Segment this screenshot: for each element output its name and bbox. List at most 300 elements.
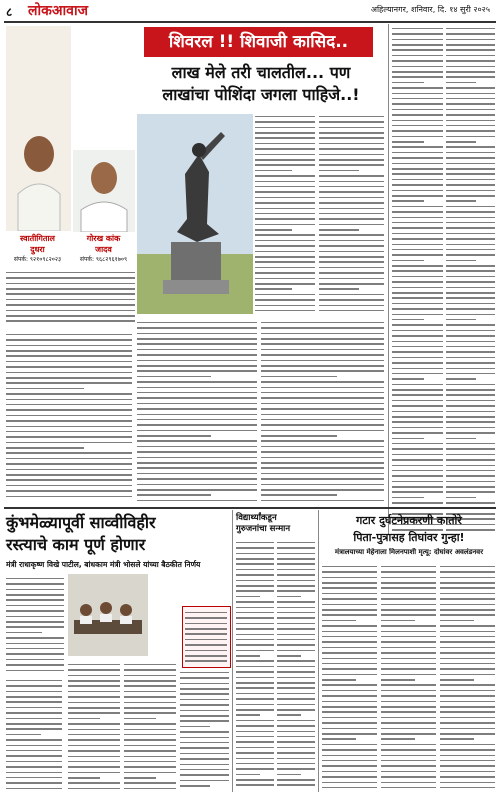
text-line: [446, 373, 495, 375]
text-line: [322, 641, 377, 643]
lead-text-col-a: [255, 112, 315, 317]
text-line: [261, 435, 337, 437]
text-line: [6, 310, 135, 312]
text-line: [446, 502, 495, 504]
text-line: [236, 623, 274, 625]
text-line: [6, 696, 62, 698]
text-line: [277, 644, 315, 646]
text-line: [180, 764, 229, 766]
text-line: [319, 234, 384, 236]
text-line: [381, 614, 436, 616]
text-line: [236, 655, 260, 657]
text-line: [236, 779, 274, 781]
text-line: [277, 693, 315, 695]
text-line: [446, 28, 495, 30]
text-line: [124, 761, 176, 763]
text-line: [446, 49, 495, 51]
text-line: [440, 679, 474, 681]
text-line: [446, 308, 495, 310]
text-line: [255, 240, 315, 242]
text-line: [319, 208, 384, 210]
text-line: [124, 707, 176, 709]
text-line: [440, 776, 495, 778]
text-line: [322, 749, 377, 751]
text-line: [381, 636, 436, 638]
text-line: [277, 569, 315, 571]
text-line: [381, 733, 436, 735]
text-line: [255, 127, 315, 129]
text-line: [446, 330, 495, 332]
text-line: [446, 249, 495, 251]
text-line: [446, 120, 495, 122]
text-line: [392, 39, 443, 41]
text-line: [392, 238, 443, 240]
text-line: [236, 612, 274, 614]
text-line: [322, 738, 356, 740]
text-line: [137, 408, 257, 410]
text-line: [68, 739, 120, 741]
text-line: [277, 553, 315, 555]
text-line: [261, 365, 384, 367]
text-line: [124, 745, 176, 747]
text-line: [319, 251, 384, 253]
text-line: [392, 222, 443, 224]
text-line: [255, 197, 315, 199]
person-1-name: स्वातीगिताल: [20, 234, 55, 243]
text-line: [440, 641, 495, 643]
text-line: [180, 699, 229, 701]
text-line: [319, 159, 384, 161]
text-line: [255, 272, 315, 274]
text-line: [319, 186, 384, 188]
text-line: [180, 769, 229, 771]
text-line: [446, 497, 476, 499]
text-line: [446, 244, 495, 246]
text-line: [319, 256, 384, 258]
text-line: [392, 28, 443, 30]
text-line: [6, 345, 132, 347]
text-line: [236, 720, 274, 722]
text-line: [440, 738, 474, 740]
text-line: [277, 639, 315, 641]
text-line: [446, 368, 495, 370]
text-line: [322, 593, 377, 595]
text-line: [381, 782, 436, 784]
text-line: [124, 750, 176, 752]
text-line: [446, 157, 495, 159]
text-line: [319, 154, 384, 156]
text-line: [261, 440, 384, 442]
text-line: [6, 304, 135, 306]
text-line: [261, 403, 384, 405]
text-line: [236, 542, 274, 544]
text-line: [381, 663, 436, 665]
text-line: [6, 372, 132, 374]
text-line: [446, 400, 495, 402]
text-line: [6, 283, 135, 285]
text-line: [236, 660, 274, 662]
text-line: [392, 249, 443, 251]
text-line: [137, 440, 257, 442]
text-line: [6, 599, 64, 601]
text-line: [446, 152, 495, 154]
text-line: [236, 601, 274, 603]
text-line: [236, 650, 274, 652]
text-line: [392, 405, 443, 407]
text-line: [180, 683, 229, 685]
text-line: [440, 647, 495, 649]
text-line: [236, 671, 274, 673]
text-line: [277, 784, 315, 786]
story2-subhead: मंत्री राधाकृष्ण विखे पाटील, बांधकाम मंत्री भोसले यांच्या बैठकीत निर्णय: [6, 560, 201, 569]
text-line: [277, 612, 315, 614]
text-line: [392, 87, 443, 89]
text-line: [322, 652, 377, 654]
text-line: [322, 674, 377, 676]
text-line: [180, 780, 229, 782]
text-line: [446, 324, 495, 326]
text-line: [255, 218, 315, 220]
person-2: [72, 233, 135, 263]
text-line: [180, 742, 229, 744]
text-line: [255, 148, 315, 150]
text-line: [261, 419, 384, 421]
text-line: [124, 675, 176, 677]
text-line: [322, 577, 377, 579]
text-line: [185, 639, 227, 641]
story3-text-col-a: [236, 538, 274, 790]
text-line: [392, 136, 443, 138]
text-line: [322, 733, 377, 735]
person-2-name: गोरख कांक: [86, 234, 121, 243]
text-line: [446, 200, 476, 202]
text-line: [392, 491, 443, 493]
text-line: [381, 631, 436, 633]
text-line: [68, 788, 120, 790]
person-2-contact: संपर्क: ९६८२९६१७०९: [79, 256, 128, 263]
text-line: [381, 620, 415, 622]
text-line: [446, 281, 495, 283]
text-line: [137, 354, 257, 356]
text-line: [277, 763, 315, 765]
text-line: [322, 787, 377, 789]
text-line: [277, 704, 315, 706]
text-line: [137, 403, 257, 405]
text-line: [236, 569, 274, 571]
text-line: [6, 334, 132, 336]
text-line: [6, 583, 64, 585]
text-line: [381, 566, 436, 568]
text-line: [446, 93, 495, 95]
text-line: [236, 574, 274, 576]
text-line: [6, 621, 64, 623]
text-line: [392, 481, 443, 483]
text-line: [392, 146, 443, 148]
text-line: [446, 454, 495, 456]
text-line: [322, 701, 377, 703]
text-line: [392, 49, 443, 51]
text-line: [277, 752, 315, 754]
story2-headline-line1: कुंभमेळ्यापूर्वी साव्वीविहीर: [6, 513, 156, 532]
story2-headline: [6, 512, 230, 556]
text-line: [261, 414, 384, 416]
text-line: [277, 725, 315, 727]
text-line: [392, 324, 443, 326]
text-line: [446, 411, 495, 413]
text-line: [392, 233, 443, 235]
text-line: [236, 784, 274, 786]
text-line: [236, 768, 274, 770]
text-line: [124, 772, 176, 774]
text-line: [319, 224, 384, 226]
text-line: [6, 723, 62, 725]
text-line: [319, 191, 384, 193]
masthead: लोकआवाज: [28, 3, 88, 19]
text-line: [392, 427, 443, 429]
text-line: [137, 414, 257, 416]
text-line: [392, 497, 424, 499]
text-line: [440, 760, 495, 762]
text-line: [392, 152, 443, 154]
text-line: [137, 451, 257, 453]
text-line: [381, 577, 436, 579]
text-line: [68, 750, 120, 752]
text-line: [180, 720, 229, 722]
text-line: [440, 706, 495, 708]
text-line: [261, 327, 384, 329]
text-line: [6, 610, 64, 612]
text-line: [185, 655, 227, 657]
text-line: [236, 741, 274, 743]
text-line: [381, 598, 436, 600]
text-line: [6, 782, 62, 784]
lead-headline-line1: लाख मेले तरी चालतील... पण: [171, 63, 351, 82]
text-line: [381, 641, 436, 643]
text-line: [446, 303, 495, 305]
text-line: [236, 634, 274, 636]
text-line: [392, 120, 443, 122]
text-line: [322, 728, 377, 730]
person-1-contact: संपर्क: ९२१०९८२०२३: [13, 256, 62, 263]
text-line: [6, 393, 132, 395]
text-line: [68, 669, 120, 671]
lead-headline-line2: लाखांचा पोशिंदा जगला पाहिजे..!: [162, 85, 360, 104]
text-line: [392, 125, 443, 127]
text-line: [261, 397, 384, 399]
text-line: [236, 607, 274, 609]
text-line: [446, 206, 495, 208]
text-line: [124, 664, 176, 666]
text-line: [255, 294, 315, 296]
text-line: [381, 722, 436, 724]
text-line: [440, 620, 474, 622]
text-line: [6, 490, 132, 492]
text-line: [440, 668, 495, 670]
text-line: [236, 558, 274, 560]
text-line: [68, 718, 100, 720]
text-line: [6, 469, 132, 471]
text-line: [392, 168, 443, 170]
text-line: [180, 758, 229, 760]
text-line: [6, 350, 132, 352]
story4-text-col-c: [440, 562, 495, 790]
text-line: [6, 377, 132, 379]
text-line: [322, 776, 377, 778]
lead-headline: [138, 62, 384, 106]
portrait-photo-1: [6, 26, 71, 231]
text-line: [322, 679, 356, 681]
text-line: [440, 782, 495, 784]
text-line: [322, 744, 377, 746]
text-line: [319, 127, 384, 129]
text-line: [446, 384, 495, 386]
text-line: [277, 574, 315, 576]
text-line: [185, 650, 227, 652]
text-line: [261, 467, 384, 469]
text-line: [261, 381, 384, 383]
text-line: [440, 636, 495, 638]
text-line: [255, 245, 315, 247]
text-line: [6, 750, 62, 752]
text-line: [446, 346, 495, 348]
text-line: [446, 443, 495, 445]
text-line: [255, 234, 315, 236]
text-line: [381, 717, 436, 719]
text-line: [6, 277, 135, 279]
text-line: [446, 260, 476, 262]
text-line: [261, 494, 337, 496]
text-line: [68, 761, 120, 763]
text-line: [392, 157, 443, 159]
text-line: [6, 293, 135, 295]
text-line: [236, 677, 274, 679]
text-line: [446, 287, 495, 289]
text-line: [137, 500, 257, 502]
text-line: [6, 728, 62, 730]
text-line: [6, 404, 132, 406]
text-line: [392, 335, 443, 337]
text-line: [6, 680, 62, 682]
lead-text-col-d: [6, 330, 132, 502]
text-line: [255, 191, 315, 193]
text-line: [381, 706, 436, 708]
text-line: [322, 706, 377, 708]
text-line: [261, 430, 384, 432]
text-line: [392, 308, 443, 310]
text-line: [440, 684, 495, 686]
text-line: [6, 777, 62, 779]
story4-left-rule: [318, 510, 319, 792]
text-line: [446, 66, 495, 68]
lead-text-col-b: [319, 112, 384, 317]
text-line: [319, 170, 359, 172]
text-line: [381, 738, 415, 740]
text-line: [381, 728, 436, 730]
text-line: [180, 737, 229, 739]
text-line: [392, 141, 424, 143]
text-line: [319, 294, 384, 296]
text-line: [6, 718, 62, 720]
text-line: [322, 695, 377, 697]
text-line: [322, 765, 377, 767]
text-line: [392, 303, 443, 305]
section-rule: [4, 507, 496, 509]
text-line: [68, 685, 120, 687]
text-line: [180, 747, 229, 749]
text-line: [6, 788, 62, 790]
text-line: [255, 116, 315, 118]
text-line: [446, 33, 495, 35]
text-line: [381, 587, 436, 589]
text-line: [446, 475, 495, 477]
text-line: [124, 718, 156, 720]
text-line: [392, 287, 443, 289]
text-line: [6, 755, 62, 757]
text-line: [322, 571, 377, 573]
text-line: [381, 593, 436, 595]
text-line: [124, 777, 156, 779]
text-line: [446, 297, 495, 299]
text-line: [180, 710, 229, 712]
text-line: [137, 365, 257, 367]
header-rule: [4, 21, 496, 23]
text-line: [446, 217, 495, 219]
text-line: [255, 175, 315, 177]
text-line: [124, 691, 176, 693]
text-line: [322, 598, 377, 600]
text-line: [392, 227, 443, 229]
text-line: [255, 121, 315, 123]
text-line: [322, 582, 377, 584]
portrait-photo-2: [73, 150, 135, 232]
text-line: [255, 256, 315, 258]
text-line: [261, 457, 384, 459]
text-line: [137, 397, 257, 399]
text-line: [392, 254, 443, 256]
text-line: [68, 696, 120, 698]
text-line: [236, 709, 274, 711]
text-line: [446, 39, 495, 41]
text-line: [392, 346, 443, 348]
story4-headline-line1: गटार दुर्घटनेप्रकरणी कातोरे: [356, 514, 462, 527]
text-line: [180, 753, 229, 755]
text-line: [392, 297, 443, 299]
text-line: [255, 267, 315, 269]
text-line: [6, 388, 84, 390]
text-line: [6, 632, 42, 634]
text-line: [6, 415, 132, 417]
text-line: [381, 776, 436, 778]
text-line: [255, 278, 315, 280]
text-line: [446, 87, 495, 89]
text-line: [322, 717, 377, 719]
text-line: [446, 146, 495, 148]
text-line: [6, 272, 135, 274]
text-line: [277, 714, 301, 716]
text-line: [124, 782, 176, 784]
text-line: [137, 462, 257, 464]
text-line: [137, 467, 257, 469]
text-line: [137, 478, 257, 480]
text-line: [322, 658, 377, 660]
text-line: [137, 430, 257, 432]
text-line: [440, 658, 495, 660]
text-line: [277, 666, 315, 668]
text-line: [277, 758, 315, 760]
text-line: [261, 424, 384, 426]
text-line: [236, 547, 274, 549]
text-line: [446, 82, 476, 84]
